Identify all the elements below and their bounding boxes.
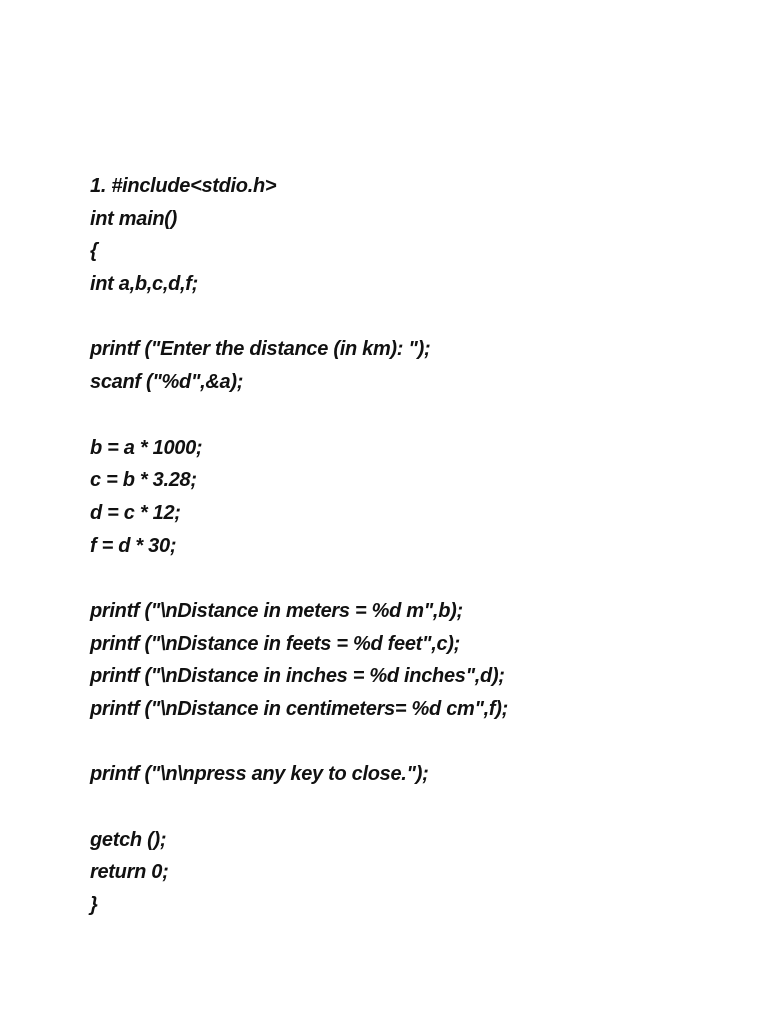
code-line: int main() (90, 207, 177, 230)
code-line: scanf ("%d",&a); (90, 371, 244, 394)
code-line: printf ("Enter the distance (in km): "); (90, 338, 431, 361)
code-line: printf ("\nDistance in meters = %d m",b); (90, 599, 463, 622)
blank-line (90, 562, 730, 595)
code-line: 1. #include<stdio.h> (90, 175, 277, 197)
blank-line (90, 726, 730, 759)
code-line: getch (); (90, 828, 167, 851)
code-line: printf ("\n\npress any key to close."); (90, 763, 429, 786)
code-line: } (90, 894, 98, 917)
code-block (90, 170, 730, 922)
code-line: d = c * 12; (90, 501, 181, 524)
blank-line (90, 791, 730, 824)
code-line: f = d * 30; (90, 534, 177, 557)
blank-line (90, 399, 730, 432)
code-line: printf ("\nDistance in inches = %d inches",d); (90, 665, 505, 688)
code-line: { (90, 240, 98, 263)
blank-line (90, 301, 730, 334)
code-line: printf ("\nDistance in feets = %d feet",c); (90, 632, 461, 655)
code-line: return 0; (90, 861, 169, 884)
code-line: c = b * 3.28; (90, 469, 197, 492)
code-line: b = a * 1000; (90, 436, 203, 459)
code-line: printf ("\nDistance in centimeters= %d cm",f); (90, 698, 509, 720)
code-line: int a,b,c,d,f; (90, 273, 199, 296)
